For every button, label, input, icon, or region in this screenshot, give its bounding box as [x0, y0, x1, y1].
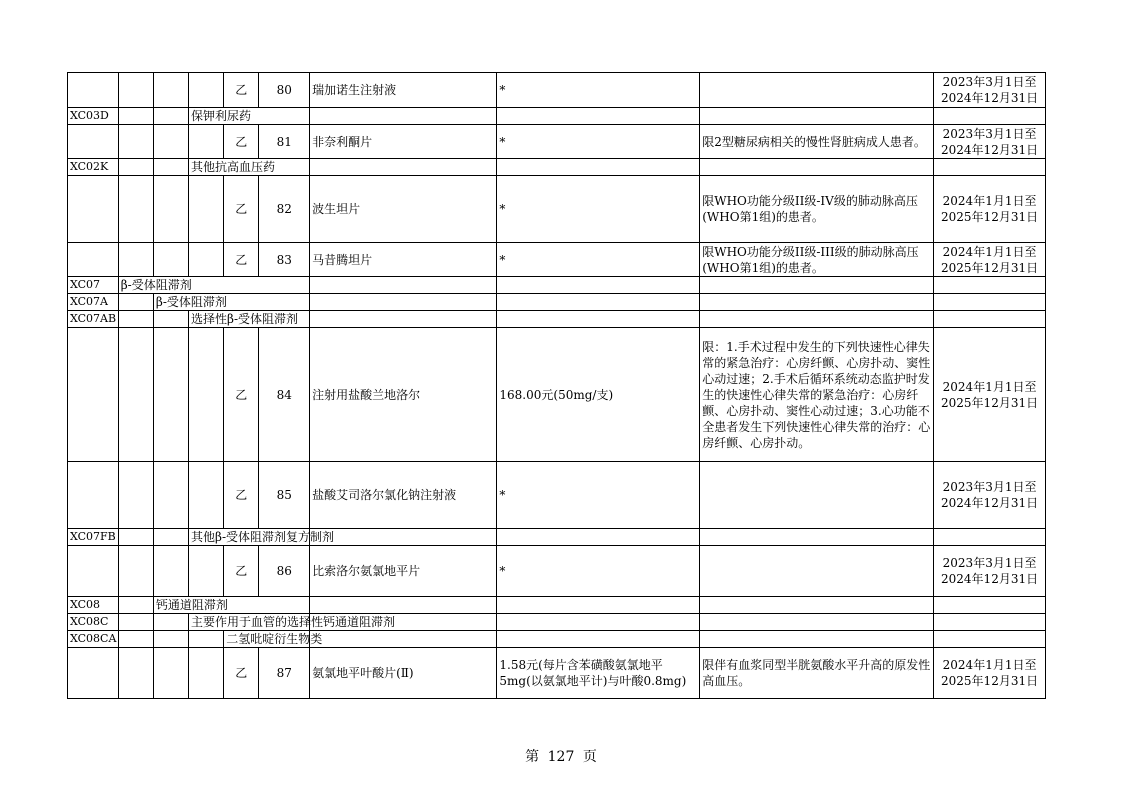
drug-price: * — [497, 73, 700, 108]
drug-name: 氨氯地平叶酸片(Ⅱ) — [310, 648, 497, 699]
category-row — [68, 294, 1046, 311]
drug-row — [68, 73, 1046, 108]
drug-class: 乙 — [224, 648, 259, 699]
note-cell — [700, 294, 934, 311]
empty-cell — [68, 176, 119, 243]
empty-cell — [153, 631, 188, 648]
price-cell — [497, 529, 700, 546]
empty-cell — [68, 462, 119, 529]
drug-number: 85 — [259, 462, 310, 529]
period-cell — [934, 597, 1046, 614]
empty-cell — [118, 597, 153, 614]
category-code: XC07FB — [68, 529, 119, 546]
category-label: 其他β-受体阻滞剂复方制剂 — [189, 529, 310, 546]
empty-cell — [153, 159, 188, 176]
category-code: XC08CA — [68, 631, 119, 648]
empty-cell — [189, 462, 224, 529]
drug-row — [68, 125, 1046, 159]
category-label: 保钾利尿药 — [189, 108, 310, 125]
price-cell — [497, 108, 700, 125]
note-cell — [700, 597, 934, 614]
period-line: 2024年1月1日至 — [942, 194, 1037, 208]
note-cell — [700, 311, 934, 328]
empty-cell — [68, 73, 119, 108]
drug-class: 乙 — [224, 176, 259, 243]
category-row — [68, 631, 1046, 648]
period-cell — [934, 277, 1046, 294]
empty-cell — [153, 243, 188, 277]
drug-name-cell — [310, 597, 497, 614]
empty-cell — [189, 243, 224, 277]
drug-period — [934, 546, 1046, 597]
empty-cell — [118, 462, 153, 529]
price-cell — [497, 159, 700, 176]
empty-cell — [189, 328, 224, 462]
empty-cell — [118, 328, 153, 462]
page-prefix: 第 — [525, 749, 540, 765]
drug-period — [934, 243, 1046, 277]
empty-cell — [118, 125, 153, 159]
drug-name-cell — [310, 529, 497, 546]
period-line: 2025年12月31日 — [941, 395, 1039, 410]
drug-price: 168.00元(50mg/支) — [497, 328, 700, 462]
drug-number: 83 — [259, 243, 310, 277]
period-line: 2025年12月31日 — [941, 210, 1039, 224]
period-cell — [934, 311, 1046, 328]
empty-cell — [118, 294, 153, 311]
drug-row — [68, 176, 1046, 243]
note-cell — [700, 108, 934, 125]
category-row — [68, 311, 1046, 328]
category-row — [68, 614, 1046, 631]
period-line: 2024年12月31日 — [941, 142, 1039, 157]
drug-note: 限：1.手术过程中发生的下列快速性心律失常的紧急治疗：心房纤颤、心房扑动、窦性心动过速；2.手术后循环系统动态监护时发生的快速性心律失常的紧急治疗：心房纤颤、心房扑动、窦性心动过速；3.心功能不全患者发生下列快速性心律失常的治疗：心房纤颤、心房扑动。 — [700, 328, 934, 462]
empty-cell — [68, 328, 119, 462]
drug-row — [68, 546, 1046, 597]
category-code: XC08C — [68, 614, 119, 631]
empty-cell — [153, 462, 188, 529]
drug-note — [700, 462, 934, 529]
page-number: 127 — [547, 749, 575, 765]
category-label: β-受体阻滞剂 — [118, 277, 309, 294]
note-cell — [700, 631, 934, 648]
empty-cell — [118, 648, 153, 699]
drug-period — [934, 648, 1046, 699]
drug-note: 限伴有血浆同型半胱氨酸水平升高的原发性高血压。 — [700, 648, 934, 699]
drug-name: 瑞加诺生注射液 — [310, 73, 497, 108]
price-cell — [497, 311, 700, 328]
category-label: 钙通道阻滞剂 — [153, 597, 309, 614]
note-cell — [700, 159, 934, 176]
empty-cell — [118, 243, 153, 277]
drug-period — [934, 328, 1046, 462]
price-cell — [497, 614, 700, 631]
period-line: 2025年12月31日 — [941, 260, 1039, 275]
drug-class: 乙 — [224, 328, 259, 462]
category-code: XC02K — [68, 159, 119, 176]
price-cell — [497, 277, 700, 294]
drug-name: 非奈利酮片 — [310, 125, 497, 159]
period-line: 2024年12月31日 — [941, 572, 1039, 586]
period-line: 2023年3月1日至 — [942, 126, 1037, 141]
empty-cell — [153, 648, 188, 699]
drug-number: 84 — [259, 328, 310, 462]
drug-class: 乙 — [224, 243, 259, 277]
note-cell — [700, 277, 934, 294]
empty-cell — [189, 631, 224, 648]
empty-cell — [118, 176, 153, 243]
empty-cell — [118, 631, 153, 648]
empty-cell — [153, 328, 188, 462]
empty-cell — [68, 125, 119, 159]
drug-note: 限2型糖尿病相关的慢性肾脏病成人患者。 — [700, 125, 934, 159]
drug-name-cell — [310, 311, 497, 328]
drug-name-cell — [310, 631, 497, 648]
drug-class: 乙 — [224, 462, 259, 529]
drug-price: * — [497, 125, 700, 159]
drug-class: 乙 — [224, 73, 259, 108]
drug-name: 波生坦片 — [310, 176, 497, 243]
drug-price: * — [497, 176, 700, 243]
period-line: 2024年12月31日 — [941, 496, 1039, 510]
empty-cell — [153, 108, 188, 125]
empty-cell — [189, 73, 224, 108]
page-footer — [0, 746, 1122, 766]
category-label: 其他抗高血压药 — [189, 159, 310, 176]
category-row — [68, 277, 1046, 294]
drug-period — [934, 176, 1046, 243]
drug-name: 马昔腾坦片 — [310, 243, 497, 277]
empty-cell — [68, 546, 119, 597]
period-line: 2024年12月31日 — [941, 91, 1039, 105]
drug-name-cell — [310, 159, 497, 176]
page-suffix: 页 — [582, 749, 597, 765]
category-row — [68, 597, 1046, 614]
period-line: 2023年3月1日至 — [942, 480, 1037, 494]
drug-catalog-table — [67, 72, 1046, 699]
period-line: 2023年3月1日至 — [942, 556, 1037, 570]
empty-cell — [68, 648, 119, 699]
drug-name: 盐酸艾司洛尔氯化钠注射液 — [310, 462, 497, 529]
drug-row — [68, 243, 1046, 277]
drug-note: 限WHO功能分级II级-III级的肺动脉高压(WHO第1组)的患者。 — [700, 243, 934, 277]
empty-cell — [153, 125, 188, 159]
drug-note — [700, 546, 934, 597]
drug-row — [68, 462, 1046, 529]
drug-number: 81 — [259, 125, 310, 159]
category-row — [68, 159, 1046, 176]
period-cell — [934, 614, 1046, 631]
empty-cell — [118, 73, 153, 108]
drug-price: * — [497, 243, 700, 277]
empty-cell — [189, 648, 224, 699]
drug-name-cell — [310, 277, 497, 294]
drug-number: 82 — [259, 176, 310, 243]
period-cell — [934, 159, 1046, 176]
drug-price: 1.58元(每片含苯磺酸氨氯地平5mg(以氨氯地平计)与叶酸0.8mg) — [497, 648, 700, 699]
drug-number: 80 — [259, 73, 310, 108]
period-cell — [934, 529, 1046, 546]
empty-cell — [153, 73, 188, 108]
price-cell — [497, 597, 700, 614]
period-cell — [934, 108, 1046, 125]
category-code: XC07A — [68, 294, 119, 311]
empty-cell — [153, 614, 188, 631]
category-label: β-受体阻滞剂 — [153, 294, 309, 311]
drug-name-cell — [310, 108, 497, 125]
empty-cell — [153, 546, 188, 597]
period-line: 2023年3月1日至 — [942, 75, 1037, 89]
drug-class: 乙 — [224, 546, 259, 597]
price-cell — [497, 294, 700, 311]
drug-period — [934, 462, 1046, 529]
category-label: 主要作用于血管的选择性钙通道阻滞剂 — [189, 614, 310, 631]
period-line: 2024年1月1日至 — [942, 658, 1037, 672]
empty-cell — [118, 529, 153, 546]
period-line: 2025年12月31日 — [941, 674, 1039, 688]
drug-note — [700, 73, 934, 108]
drug-name-cell — [310, 294, 497, 311]
drug-class: 乙 — [224, 125, 259, 159]
drug-period — [934, 125, 1046, 159]
drug-price: * — [497, 546, 700, 597]
empty-cell — [118, 159, 153, 176]
empty-cell — [153, 176, 188, 243]
empty-cell — [118, 546, 153, 597]
empty-cell — [189, 176, 224, 243]
empty-cell — [118, 311, 153, 328]
period-cell — [934, 294, 1046, 311]
drug-row — [68, 648, 1046, 699]
drug-name: 注射用盐酸兰地洛尔 — [310, 328, 497, 462]
category-row — [68, 108, 1046, 125]
category-code: XC03D — [68, 108, 119, 125]
drug-note: 限WHO功能分级II级-IV级的肺动脉高压(WHO第1组)的患者。 — [700, 176, 934, 243]
category-row — [68, 529, 1046, 546]
drug-price: * — [497, 462, 700, 529]
empty-cell — [153, 529, 188, 546]
note-cell — [700, 529, 934, 546]
drug-period — [934, 73, 1046, 108]
category-code: XC08 — [68, 597, 119, 614]
note-cell — [700, 614, 934, 631]
drug-number: 87 — [259, 648, 310, 699]
empty-cell — [189, 125, 224, 159]
category-code: XC07AB — [68, 311, 119, 328]
empty-cell — [153, 311, 188, 328]
price-cell — [497, 631, 700, 648]
period-line: 2024年1月1日至 — [942, 379, 1037, 394]
drug-name: 比索洛尔氨氯地平片 — [310, 546, 497, 597]
period-line: 2024年1月1日至 — [942, 244, 1037, 259]
empty-cell — [118, 614, 153, 631]
empty-cell — [118, 108, 153, 125]
empty-cell — [189, 546, 224, 597]
period-cell — [934, 631, 1046, 648]
category-label: 选择性β-受体阻滞剂 — [189, 311, 310, 328]
empty-cell — [68, 243, 119, 277]
drug-number: 86 — [259, 546, 310, 597]
category-label: 二氢吡啶衍生物类 — [224, 631, 310, 648]
category-code: XC07 — [68, 277, 119, 294]
drug-row — [68, 328, 1046, 462]
